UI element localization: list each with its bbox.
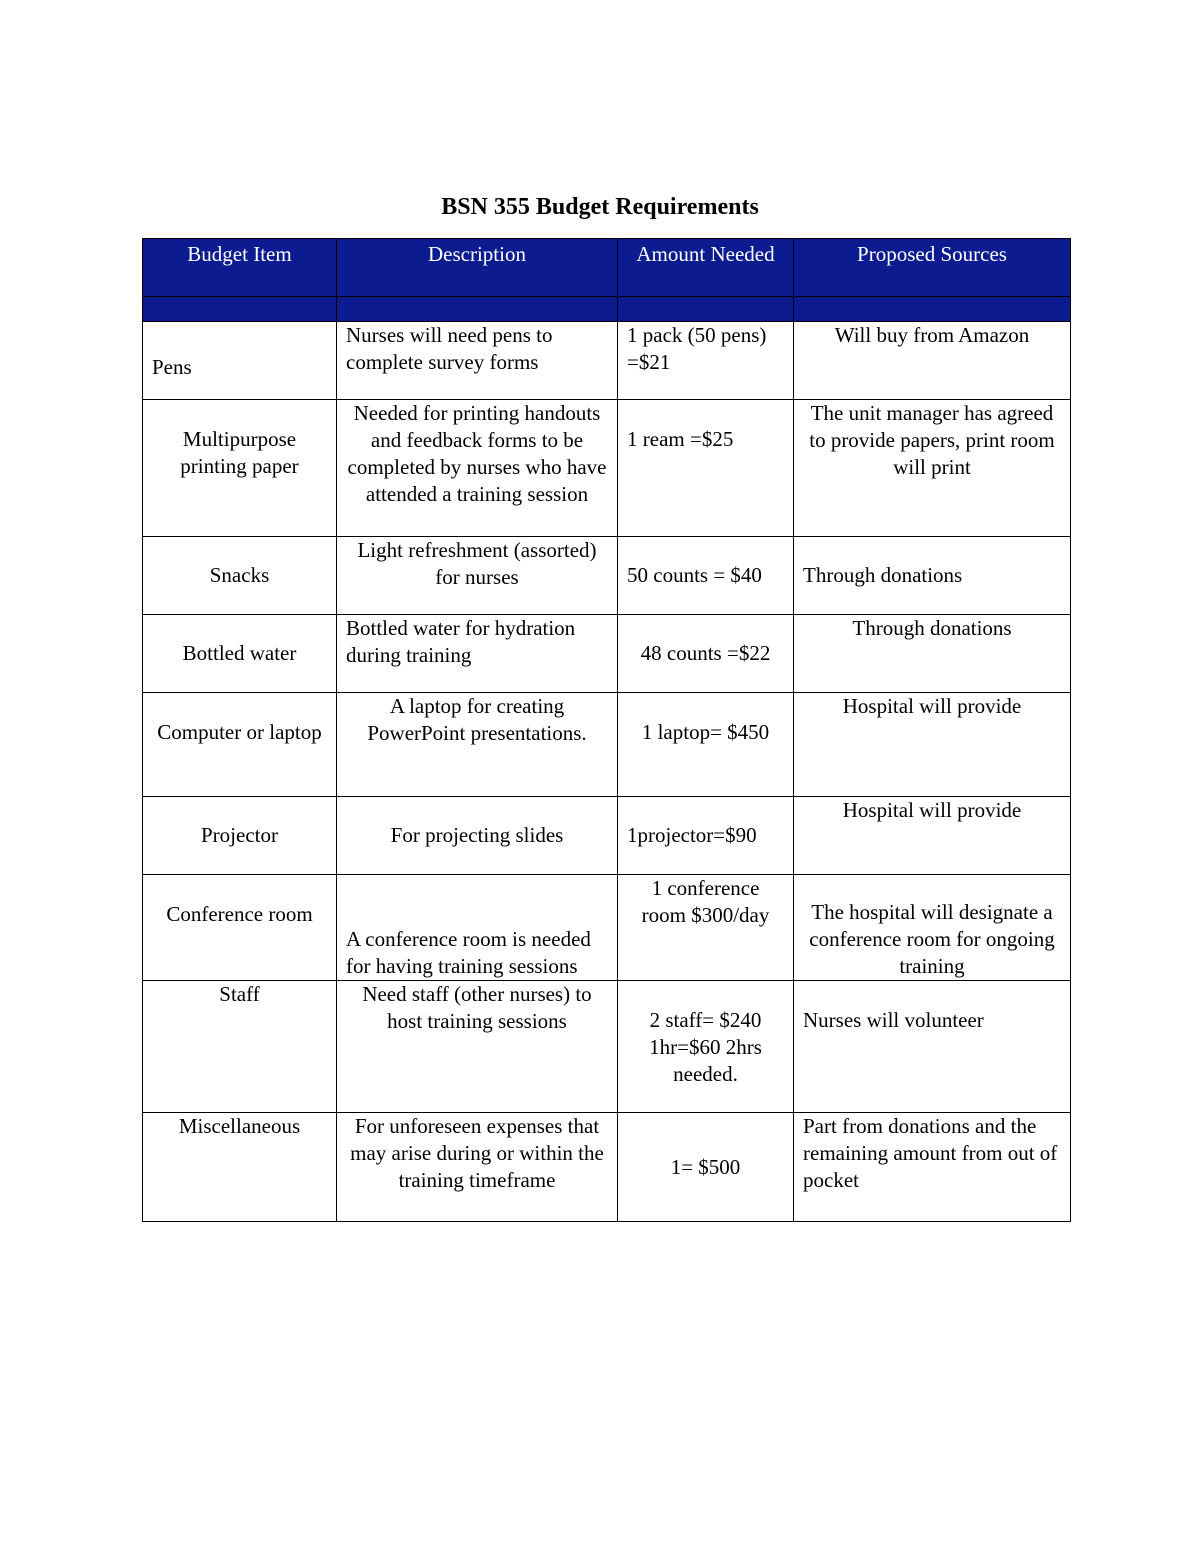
cell-amount-needed: 1 pack (50 pens) =$21 (618, 322, 794, 400)
cell-budget-item: Bottled water (143, 615, 337, 693)
cell-budget-item: Pens (143, 322, 337, 400)
cell-amount-needed: 48 counts =$22 (618, 615, 794, 693)
cell-proposed-sources: Hospital will provide (794, 797, 1071, 875)
table-row (143, 400, 1071, 537)
cell-description: Nurses will need pens to complete survey forms (337, 322, 618, 400)
cell-proposed-sources: The unit manager has agreed to provide papers, print room will print (794, 400, 1071, 537)
cell-proposed-sources: Part from donations and the remaining amount from out of pocket (794, 1113, 1071, 1222)
cell-description: For projecting slides (337, 797, 618, 875)
header-spacer-cell (618, 297, 794, 322)
table-row (143, 693, 1071, 797)
cell-proposed-sources: Nurses will volunteer (794, 981, 1071, 1113)
document-title: BSN 355 Budget Requirements (441, 194, 759, 220)
header-spacer-cell (143, 297, 337, 322)
budget-table (142, 238, 1071, 1222)
cell-amount-needed: 1= $500 (618, 1113, 794, 1222)
table-row (143, 1113, 1071, 1222)
table-row (143, 537, 1071, 615)
cell-proposed-sources: The hospital will designate a conference room for ongoing training (794, 875, 1071, 981)
header-proposed-sources: Proposed Sources (794, 239, 1071, 297)
header-spacer-cell (337, 297, 618, 322)
cell-proposed-sources: Through donations (794, 615, 1071, 693)
cell-description: Needed for printing handouts and feedback forms to be completed by nurses who have attended a training session (337, 400, 618, 537)
table-row (143, 981, 1071, 1113)
cell-proposed-sources: Will buy from Amazon (794, 322, 1071, 400)
table-row (143, 875, 1071, 981)
cell-amount-needed: 1 ream =$25 (618, 400, 794, 537)
cell-description: Bottled water for hydration during training (337, 615, 618, 693)
cell-budget-item: Computer or laptop (143, 693, 337, 797)
cell-budget-item: Miscellaneous (143, 1113, 337, 1222)
cell-description: A laptop for creating PowerPoint presentations. (337, 693, 618, 797)
cell-description: Light refreshment (assorted) for nurses (337, 537, 618, 615)
table-row (143, 322, 1071, 400)
cell-amount-needed: 2 staff= $240 1hr=$60 2hrs needed. (618, 981, 794, 1113)
cell-description: A conference room is needed for having training sessions (337, 875, 618, 981)
cell-amount-needed: 1 conference room $300/day (618, 875, 794, 981)
cell-budget-item: Snacks (143, 537, 337, 615)
cell-description: Need staff (other nurses) to host training sessions (337, 981, 618, 1113)
cell-budget-item: Projector (143, 797, 337, 875)
cell-budget-item: Staff (143, 981, 337, 1113)
header-amount-needed: Amount Needed (618, 239, 794, 297)
table-row (143, 797, 1071, 875)
header-spacer-cell (794, 297, 1071, 322)
cell-amount-needed: 50 counts = $40 (618, 537, 794, 615)
cell-proposed-sources: Hospital will provide (794, 693, 1071, 797)
header-description: Description (337, 239, 618, 297)
table-row (143, 615, 1071, 693)
cell-amount-needed: 1projector=$90 (618, 797, 794, 875)
cell-budget-item: Conference room (143, 875, 337, 981)
cell-proposed-sources: Through donations (794, 537, 1071, 615)
cell-amount-needed: 1 laptop= $450 (618, 693, 794, 797)
header-budget-item: Budget Item (143, 239, 337, 297)
header-spacer-row (143, 297, 1071, 322)
cell-description: For unforeseen expenses that may arise during or within the training timeframe (337, 1113, 618, 1222)
cell-budget-item: Multipurpose printing paper (143, 400, 337, 537)
table-header-row (143, 239, 1071, 297)
